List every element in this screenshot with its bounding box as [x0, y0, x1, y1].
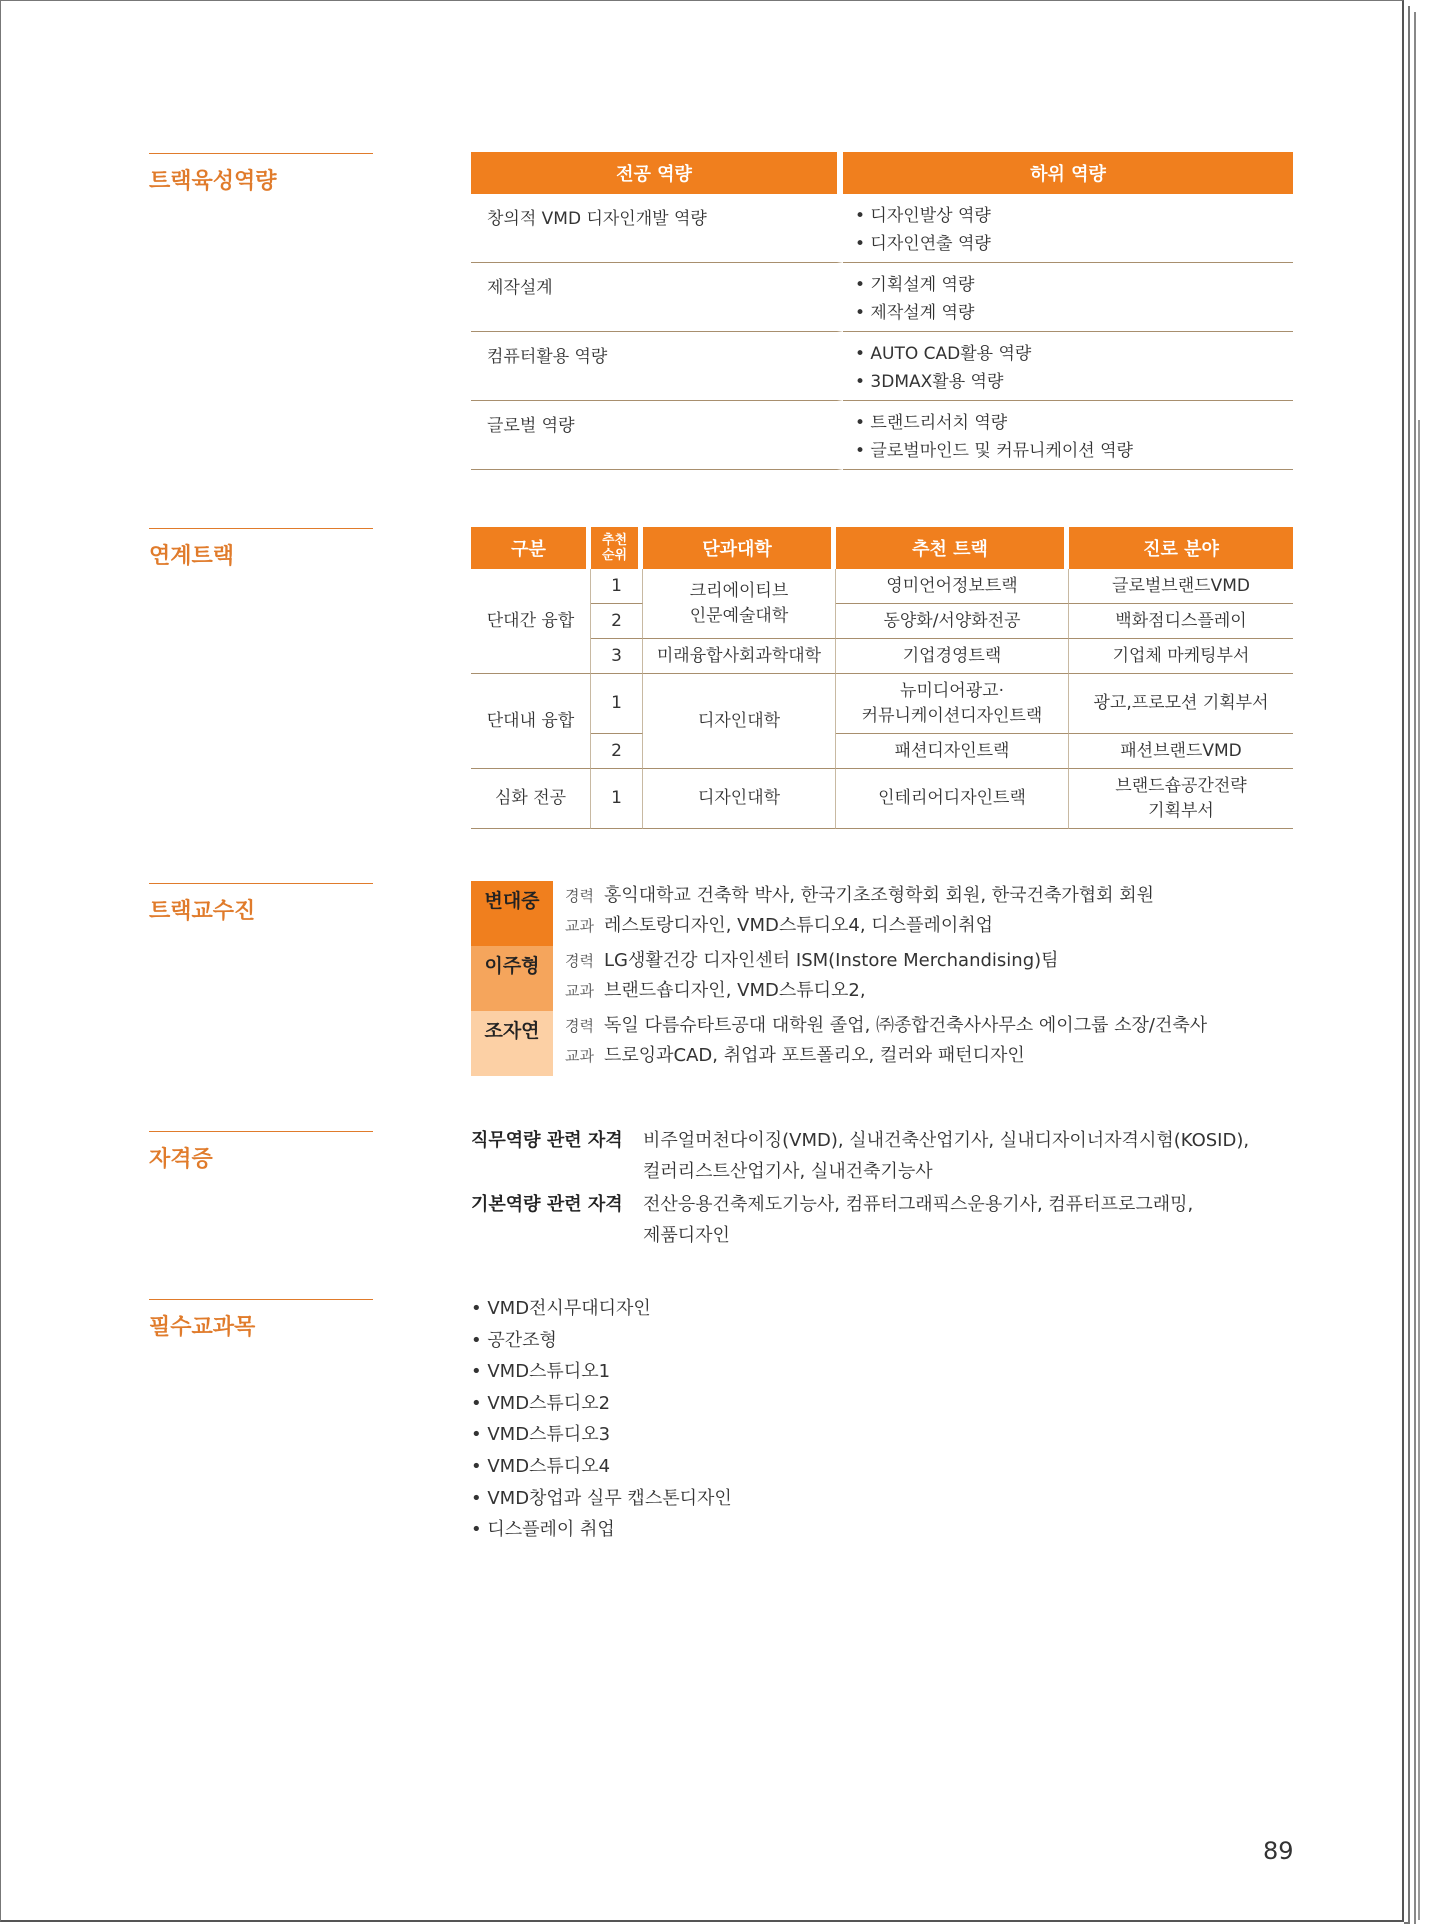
- college-cell: 크리에이티브 인문예술대학: [643, 569, 836, 639]
- sub-cell: [843, 332, 1293, 401]
- section-label-required: 필수교과목: [149, 1299, 373, 1341]
- rank-cell: 1: [591, 569, 643, 604]
- rank-cell: 2: [591, 734, 643, 769]
- table-row: [471, 569, 1293, 604]
- sub-cell: [843, 194, 1293, 263]
- track-cell: 기업경영트랙: [836, 639, 1069, 674]
- certificate-key: 기본역량 관련 자격: [471, 1194, 623, 1215]
- group-cell: 단대간 융합: [471, 569, 591, 674]
- college-cell: 디자인대학: [643, 769, 836, 829]
- faculty-courses: [565, 911, 1154, 941]
- header-category: 구분: [471, 527, 591, 569]
- career-cell: 글로벌브랜드VMD: [1069, 569, 1293, 604]
- rank-cell: 1: [591, 769, 643, 829]
- track-cell: 동양화/서양화전공: [836, 604, 1069, 639]
- certificate-values: [643, 1125, 1291, 1187]
- table-row: [471, 401, 1293, 470]
- sub-item: • 기획설계 역량: [855, 275, 975, 295]
- certificate-key: 직무역량 관련 자격: [471, 1130, 623, 1151]
- career-key: 경력: [565, 1017, 594, 1035]
- header-track: 추천 트랙: [836, 527, 1069, 569]
- sub-item: • 트랜드리서치 역량: [855, 413, 1008, 433]
- table-row: [471, 194, 1293, 263]
- certificate-line: 제품디자인: [643, 1225, 730, 1246]
- page-stack-edge: [1416, 420, 1420, 1920]
- sub-item: • AUTO CAD활용 역량: [855, 344, 1032, 364]
- required-course-list: [471, 1293, 732, 1546]
- faculty-list: [471, 881, 1281, 1076]
- group-cell: 단대내 융합: [471, 674, 591, 769]
- group-cell: 심화 전공: [471, 769, 591, 829]
- career-text: 독일 다름슈타트공대 대학원 졸업, ㈜종합건축사사무소 에이그룹 소장/건축사: [603, 1015, 1208, 1036]
- sub-item: • 글로벌마인드 및 커뮤니케이션 역량: [855, 441, 1133, 461]
- course-key: 교과: [565, 982, 594, 1000]
- header-career: 진로 분야: [1069, 527, 1293, 569]
- college-cell: 미래융합사회과학대학: [643, 639, 836, 674]
- track-cell: 인테리어디자인트랙: [836, 769, 1069, 829]
- career-text: 홍익대학교 건축학 박사, 한국기초조형학회 회원, 한국건축가협회 회원: [603, 885, 1155, 906]
- career-text: LG생활건강 디자인센터 ISM(Instore Merchandising)팀: [603, 950, 1059, 971]
- course-text: 브랜드숍디자인, VMD스튜디오2,: [603, 980, 866, 1001]
- faculty-details: [553, 946, 1059, 1011]
- course-key: 교과: [565, 1047, 594, 1065]
- career-cell: 브랜드숍공간전략 기획부서: [1069, 769, 1293, 829]
- major-cell: 창의적 VMD 디자인개발 역량: [471, 194, 843, 263]
- section-label-linked: 연계트랙: [149, 528, 373, 570]
- sub-cell: [843, 401, 1293, 470]
- section-label-competency: 트랙육성역량: [149, 153, 373, 195]
- career-cell: 패션브랜드VMD: [1069, 734, 1293, 769]
- sub-item: • 제작설계 역량: [855, 303, 975, 323]
- table-row: [471, 734, 1293, 769]
- list-item: • VMD스튜디오3: [471, 1419, 732, 1451]
- college-cell: 디자인대학: [643, 674, 836, 769]
- course-key: 교과: [565, 917, 594, 935]
- major-cell: 컴퓨터활용 역량: [471, 332, 843, 401]
- faculty-name: 이주형: [471, 946, 553, 1011]
- sub-cell: [843, 263, 1293, 332]
- career-cell: 기업체 마케팅부서: [1069, 639, 1293, 674]
- certificate-line: 컬러리스트산업기사, 실내건축기능사: [643, 1161, 933, 1182]
- list-item: • 공간조형: [471, 1325, 732, 1357]
- track-cell: 뉴미디어광고· 커뮤니케이션디자인트랙: [836, 674, 1069, 734]
- list-item: • VMD스튜디오4: [471, 1451, 732, 1483]
- rank-cell: 3: [591, 639, 643, 674]
- faculty-name: 조자연: [471, 1011, 553, 1076]
- faculty-career: [565, 1011, 1207, 1041]
- list-item: • VMD전시무대디자인: [471, 1293, 732, 1325]
- list-item: • 디스플레이 취업: [471, 1514, 732, 1546]
- sub-item: • 디자인연출 역량: [855, 234, 991, 254]
- competency-table: [471, 152, 1293, 470]
- linked-track-table: [471, 527, 1293, 829]
- header-sub: 하위 역량: [843, 152, 1293, 194]
- faculty-details: [553, 1011, 1207, 1076]
- track-cell: 영미언어정보트랙: [836, 569, 1069, 604]
- section-label-certificates: 자격증: [149, 1131, 373, 1173]
- course-text: 드로잉과CAD, 취업과 포트폴리오, 컬러와 패턴디자인: [603, 1045, 1025, 1066]
- table-row: [471, 263, 1293, 332]
- career-cell: 백화점디스플레이: [1069, 604, 1293, 639]
- track-cell: 패션디자인트랙: [836, 734, 1069, 769]
- course-text: 레스토랑디자인, VMD스튜디오4, 디스플레이취업: [603, 915, 994, 936]
- table-row: [471, 332, 1293, 401]
- certificate-row: [471, 1125, 1291, 1187]
- table-row: [471, 769, 1293, 829]
- faculty-career: [565, 946, 1059, 976]
- list-item: • VMD스튜디오2: [471, 1388, 732, 1420]
- faculty-row: [471, 881, 1281, 946]
- career-key: 경력: [565, 887, 594, 905]
- faculty-details: [553, 881, 1154, 946]
- page-number: 89: [1263, 1837, 1294, 1865]
- major-cell: 글로벌 역량: [471, 401, 843, 470]
- list-item: • VMD창업과 실무 캡스톤디자인: [471, 1483, 732, 1515]
- certificate-line: 전산응용건축제도기능사, 컴퓨터그래픽스운용기사, 컴퓨터프로그래밍,: [643, 1194, 1194, 1215]
- faculty-career: [565, 881, 1154, 911]
- table-row: [471, 604, 1293, 639]
- faculty-name: 변대중: [471, 881, 553, 946]
- certificate-list: [471, 1125, 1291, 1253]
- header-college: 단과대학: [643, 527, 836, 569]
- table-row: [471, 674, 1293, 734]
- career-cell: 광고,프로모션 기획부서: [1069, 674, 1293, 734]
- major-cell: 제작설계: [471, 263, 843, 332]
- faculty-row: [471, 946, 1281, 1011]
- list-item: • VMD스튜디오1: [471, 1356, 732, 1388]
- sub-item: • 디자인발상 역량: [855, 206, 991, 226]
- career-key: 경력: [565, 952, 594, 970]
- faculty-courses: [565, 976, 1059, 1006]
- certificate-values: [643, 1189, 1291, 1251]
- section-label-faculty: 트랙교수진: [149, 883, 373, 925]
- faculty-courses: [565, 1041, 1207, 1071]
- faculty-row: [471, 1011, 1281, 1076]
- sub-item: • 3DMAX활용 역량: [855, 372, 1004, 392]
- table-row: [471, 639, 1293, 674]
- rank-cell: 1: [591, 674, 643, 734]
- header-major: 전공 역량: [471, 152, 843, 194]
- certificate-row: [471, 1189, 1291, 1251]
- rank-cell: 2: [591, 604, 643, 639]
- certificate-line: 비주얼머천다이징(VMD), 실내건축산업기사, 실내디자이너자격시험(KOSID),: [643, 1130, 1250, 1151]
- header-rank: 추천 순위: [591, 527, 643, 569]
